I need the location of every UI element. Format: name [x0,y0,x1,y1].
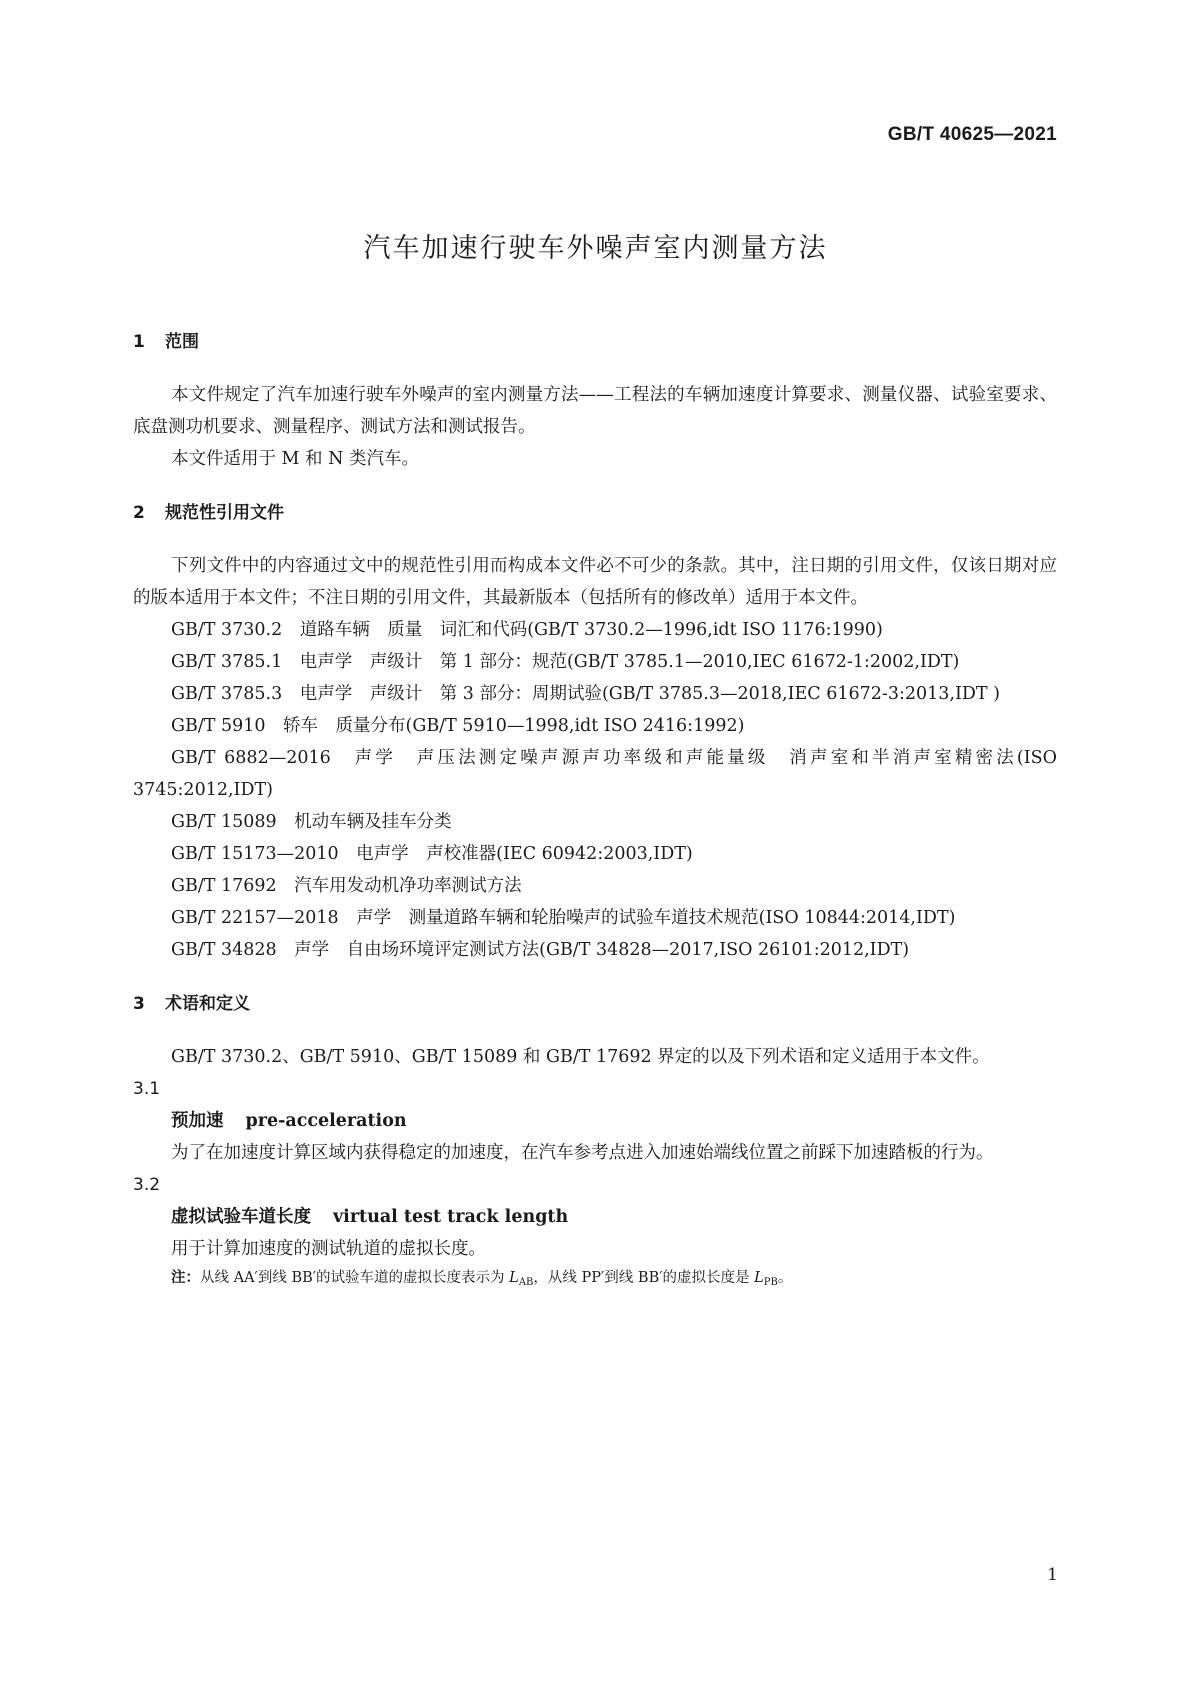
variable-subscript: PB [763,1277,778,1288]
reference-item: GB/T 5910 轿车 质量分布(GB/T 5910—1998,idt ISO 2416:1992) [171,716,745,736]
reference-item: GB/T 3785.3 电声学 声级计 第 3 部分：周期试验(GB/T 3785.3—2018,IEC 61672-3:2013,IDT ) [171,684,1000,704]
references-intro: 下列文件中的内容通过文中的规范性引用而构成本文件必不可少的条款。其中，注日期的引用文件，仅该日期对应的版本适用于本文件；不注日期的引用文件，其最新版本（包括所有的修改单）适用于本文件。 [133,556,1057,608]
term-chinese: 预加速 [171,1111,224,1131]
term-chinese: 虚拟试验车道长度 [171,1207,311,1227]
section-2-heading [133,501,1057,525]
term-number: 3.2 [133,1175,161,1195]
section-title: 术语和定义 [165,994,250,1014]
variable-symbol: L [754,1270,764,1286]
reference-item: GB/T 22157—2018 声学 测量道路车辆和轮胎噪声的试验车道技术规范(ISO 10844:2014,IDT) [171,908,956,928]
standard-number: GB/T 40625—2021 [887,124,1057,145]
term-english: pre-acceleration [245,1111,407,1131]
section-number: 1 [133,332,145,352]
reference-item: GB/T 3730.2 道路车辆 质量 词汇和代码(GB/T 3730.2—1996,idt ISO 1176:1990) [171,620,883,640]
reference-item: GB/T 34828 声学 自由场环境评定测试方法(GB/T 34828—2017,ISO 26101:2012,IDT) [171,940,910,960]
section-1-heading [133,330,1057,354]
terms-intro: GB/T 3730.2、GB/T 5910、GB/T 15089 和 GB/T 17692 界定的以及下列术语和定义适用于本文件。 [171,1047,990,1067]
section-3-heading [133,992,1057,1016]
term-definition: 用于计算加速度的测试轨道的虚拟长度。 [171,1239,486,1259]
reference-item: GB/T 15173—2010 电声学 声校准器(IEC 60942:2003,IDT) [171,844,693,864]
variable-symbol: L [509,1270,519,1286]
section-number: 3 [133,994,145,1014]
term-definition: 为了在加速度计算区域内获得稳定的加速度，在汽车参考点进入加速始端线位置之前踩下加速踏板的行为。 [171,1143,994,1163]
document-title: 汽车加速行驶车外噪声室内测量方法 [363,233,828,264]
page-number: 1 [1047,1565,1058,1585]
reference-item: GB/T 6882—2016 声学 声压法测定噪声源声功率级和声能量级 消声室和半消声室精密法(ISO 3745:2012,IDT) [133,748,1057,800]
reference-item: GB/T 3785.1 电声学 声级计 第 1 部分：规范(GB/T 3785.1—2010,IEC 61672-1:2002,IDT) [171,652,960,672]
section-title: 范围 [165,332,199,352]
reference-item: GB/T 17692 汽车用发动机净功率测试方法 [171,876,522,896]
section-number: 2 [133,503,145,523]
term-entry [133,1201,1057,1233]
section-title: 规范性引用文件 [165,503,284,523]
note-text: ，从线 PP′到线 BB′的虚拟长度是 [533,1270,755,1286]
note-label: 注： [171,1270,200,1286]
term-entry [133,1105,1057,1137]
document-body [133,330,1057,1296]
term-number: 3.1 [133,1079,161,1099]
reference-item: GB/T 15089 机动车辆及挂车分类 [171,812,452,832]
scope-paragraph: 本文件适用于 M 和 N 类汽车。 [171,449,419,469]
note-text: 。 [777,1270,793,1286]
term-note [133,1265,1057,1296]
term-english: virtual test track length [333,1207,569,1227]
variable-subscript: AB [518,1277,534,1288]
scope-paragraph: 本文件规定了汽车加速行驶车外噪声的室内测量方法——工程法的车辆加速度计算要求、测量仪器、试验室要求、底盘测功机要求、测量程序、测试方法和测试报告。 [133,385,1057,437]
note-text: 从线 AA′到线 BB′的试验车道的虚拟长度表示为 [200,1270,510,1286]
